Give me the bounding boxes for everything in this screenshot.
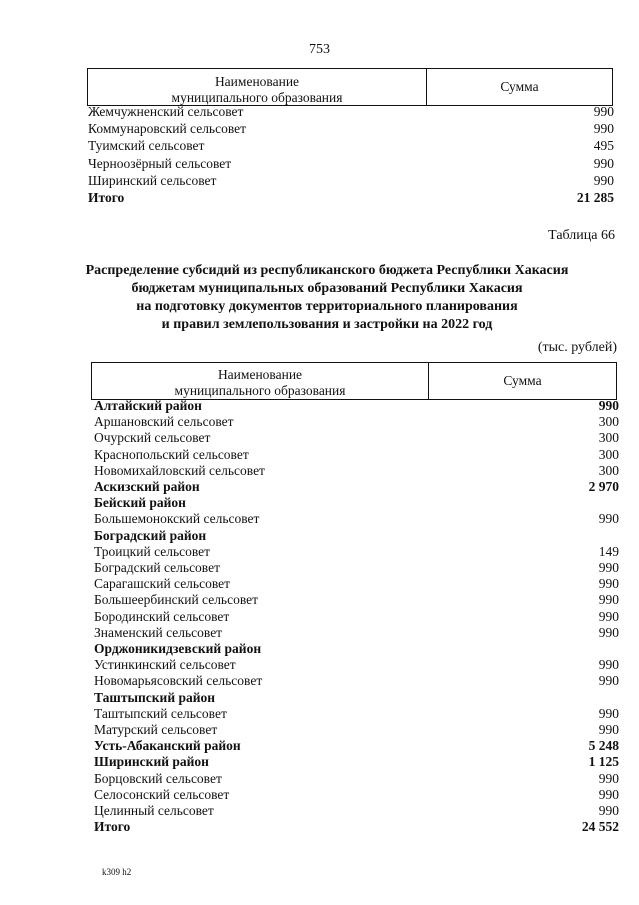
row-value: 990 [598, 657, 619, 673]
row-name: Аскизский район [94, 479, 200, 494]
title-line: и правил землепользования и застройки на 2022 год [161, 317, 493, 332]
row-value: 300 [598, 430, 619, 446]
name-header-line1: Наименование [214, 74, 300, 89]
row-value: 990 [598, 576, 619, 592]
row-value: 990 [593, 121, 614, 137]
row-value: 990 [598, 705, 619, 721]
name-column-header [88, 69, 427, 105]
name-header-line2: муниципального образования [174, 383, 346, 398]
table-row [94, 414, 619, 430]
row-value: 2 970 [588, 479, 619, 494]
row-value: 21 285 [576, 190, 614, 205]
row-value: 300 [598, 414, 619, 430]
sum-column-header: Сумма [503, 373, 542, 388]
row-name: Троицкий сельсовет [94, 543, 211, 559]
table-label: Таблица 66 [548, 228, 615, 243]
table-row [94, 609, 619, 625]
row-value: 149 [598, 543, 619, 559]
table-row [94, 479, 619, 495]
row-value: 990 [598, 511, 619, 527]
row-name: Новомарьясовский сельсовет [94, 673, 263, 689]
row-name: Ширинский сельсовет [88, 172, 217, 188]
table-row [94, 576, 619, 592]
table-row [94, 625, 619, 641]
row-value: 990 [598, 786, 619, 802]
table-row [94, 657, 619, 673]
table-row [88, 173, 614, 189]
row-name: Знаменский сельсовет [94, 624, 223, 640]
row-name: Боградский район [94, 527, 207, 543]
row-name: Сарагашский сельсовет [94, 576, 231, 592]
row-value: 990 [598, 608, 619, 624]
row-name: Боградский сельсовет [94, 560, 220, 575]
row-name: Большемонокский сельсовет [94, 511, 260, 527]
table-row [94, 430, 619, 446]
title-line: на подготовку документов территориального планирования [136, 299, 518, 314]
prev-table-header [87, 68, 613, 106]
table-row [94, 803, 619, 819]
row-name: Жемчужненский сельсовет [88, 104, 244, 119]
table-row [94, 511, 619, 527]
row-name: Краснопольский сельсовет [94, 446, 249, 462]
row-name: Борцовский сельсовет [94, 770, 222, 786]
row-name: Большеербинский сельсовет [94, 592, 259, 608]
row-value: 990 [598, 560, 619, 575]
row-value: 990 [593, 104, 614, 119]
row-name: Бородинский сельсовет [94, 608, 230, 624]
footer-code: k309 h2 [102, 867, 132, 877]
row-name: Черноозёрный сельсовет [88, 155, 232, 171]
row-name: Таштыпский сельсовет [94, 705, 227, 721]
table-row [94, 771, 619, 787]
table66-header [91, 362, 617, 400]
table-row [94, 463, 619, 479]
table-row [88, 156, 614, 172]
row-value: 5 248 [588, 738, 619, 754]
table-row [88, 190, 614, 206]
row-name: Устинкинский сельсовет [94, 657, 236, 673]
row-name: Очурский сельсовет [94, 430, 211, 446]
row-name: Туимский сельсовет [88, 138, 205, 154]
table-row [94, 641, 619, 657]
name-column-header [92, 363, 429, 399]
units-label: (тыс. рублей) [537, 340, 617, 355]
row-value: 990 [598, 803, 619, 818]
table-row [88, 121, 614, 137]
sum-column-header: Сумма [500, 79, 539, 94]
row-value: 495 [593, 138, 614, 154]
table-row [94, 754, 619, 770]
title-line: Распределение субсидий из республиканского бюджета Республики Хакасия [85, 263, 569, 278]
table-row [88, 138, 614, 154]
row-name: Усть-Абаканский район [94, 738, 241, 754]
row-value: 24 552 [581, 819, 619, 835]
page-number: 753 [309, 42, 330, 57]
table-row [88, 104, 614, 120]
row-value: 990 [593, 155, 614, 171]
title-line: бюджетам муниципальных образований Республики Хакасия [131, 281, 523, 296]
name-header-line1: Наименование [217, 367, 303, 382]
row-value: 300 [598, 446, 619, 462]
row-value: 990 [598, 673, 619, 689]
table-row [94, 819, 619, 835]
row-value: 990 [593, 172, 614, 188]
row-value: 1 125 [588, 754, 619, 770]
row-value: 990 [598, 624, 619, 640]
row-name: Аршановский сельсовет [94, 414, 234, 430]
table-row [94, 447, 619, 463]
table-row [94, 706, 619, 722]
table-row [94, 787, 619, 803]
table-row [94, 495, 619, 511]
row-value: 990 [598, 592, 619, 608]
row-name: Итого [94, 819, 131, 835]
table-row [94, 398, 619, 414]
row-name: Таштыпский район [94, 689, 216, 705]
row-name: Новомихайловский сельсовет [94, 462, 265, 478]
row-name: Селосонский сельсовет [94, 786, 230, 802]
table-row [94, 528, 619, 544]
name-header-line2: муниципального образования [171, 90, 343, 105]
row-value: 990 [598, 770, 619, 786]
table-title [60, 262, 594, 334]
row-value: 990 [598, 722, 619, 737]
table-row [94, 690, 619, 706]
table-row [94, 738, 619, 754]
row-name: Ширинский район [94, 754, 209, 770]
table-row [94, 722, 619, 738]
row-value: 300 [598, 462, 619, 478]
row-name: Матурский сельсовет [94, 722, 218, 737]
row-name: Целинный сельсовет [94, 803, 214, 818]
row-name: Алтайский район [94, 398, 202, 413]
table-row [94, 673, 619, 689]
row-value: 990 [598, 398, 619, 413]
row-name: Итого [88, 190, 125, 205]
table-row [94, 592, 619, 608]
table-row [94, 544, 619, 560]
row-name: Орджоникидзевский район [94, 641, 262, 656]
row-name: Бейский район [94, 495, 186, 511]
table-row [94, 560, 619, 576]
row-name: Коммунаровский сельсовет [88, 121, 247, 137]
